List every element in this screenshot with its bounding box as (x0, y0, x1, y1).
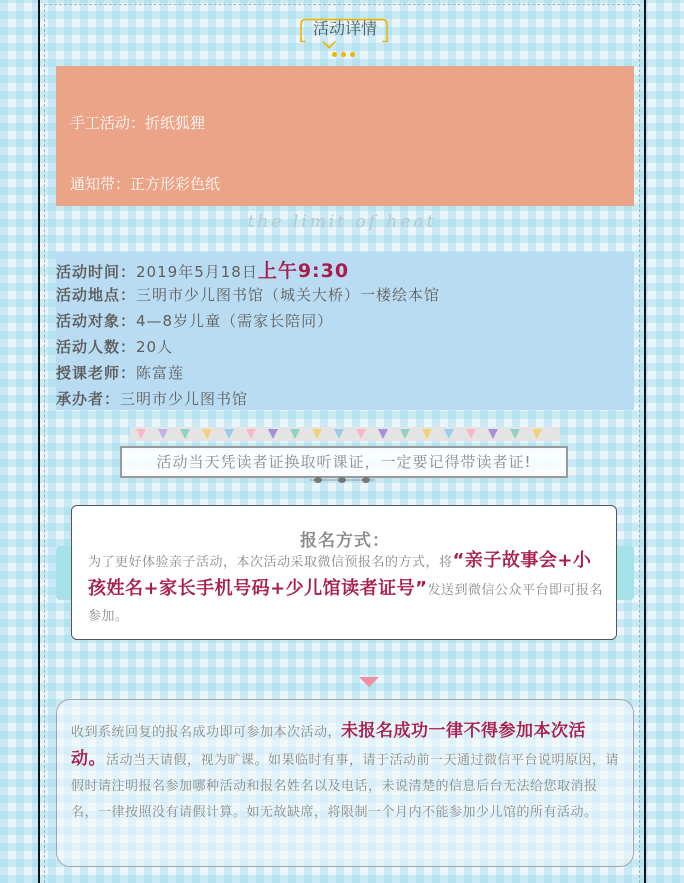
detail-label: 活动人数： (56, 338, 137, 356)
section-title: 活动详情 (312, 19, 377, 38)
detail-value: 三明市少儿图书馆（城关大桥）一楼绘本馆 (136, 286, 441, 304)
registration-emphasis: “亲子故事会+小孩姓名+家长手机号码+少儿馆读者证号” (88, 550, 592, 599)
detail-value: 三明市少儿图书馆 (120, 390, 249, 408)
section-title-badge (288, 18, 402, 62)
detail-value: 2019年5月18日 (136, 263, 258, 281)
detail-row-time (56, 256, 349, 283)
detail-value: 4—8岁儿童（需家长陪同） (136, 312, 334, 330)
detail-row-audience (56, 310, 333, 331)
detail-value: 陈富莲 (136, 364, 185, 382)
down-arrow-icon (359, 677, 379, 687)
detail-label: 活动时间： (56, 263, 137, 281)
registration-text-before: 为了更好体验亲子活动，本次活动采取微信预报名的方式，将 (88, 555, 453, 570)
registration-title: 报名方式： (300, 531, 390, 551)
rules-text (71, 718, 619, 826)
detail-value: 20人 (136, 338, 174, 356)
detail-label: 活动对象： (56, 312, 137, 330)
detail-row-count (56, 336, 173, 357)
beads-decoration-icon (310, 475, 374, 485)
title-dots (330, 42, 357, 61)
activity-name: 手工活动：折纸狐狸 (70, 114, 206, 132)
detail-label: 承办者： (56, 390, 121, 408)
reader-card-notice: 活动当天凭读者证换取听课证，一定要记得带读者证! (120, 446, 568, 478)
detail-row-location (56, 284, 440, 305)
registration-card (71, 505, 617, 640)
detail-row-teacher (56, 362, 184, 383)
rules-text-after: 活动当天请假，视为旷课。如果临时有事，请于活动前一天通过微信平台说明原因，请假时请注明报名参加哪种活动和报名姓名以及电话，未说清楚的信息后台无法给您取消报名，一律按照没有请假计算。如无故缺席，将限制一个月内不能参加少儿馆的所有活动。 (71, 753, 620, 820)
rules-panel (56, 699, 634, 867)
decorative-script: the limit of heat (247, 212, 437, 232)
detail-label: 活动地点： (56, 286, 137, 304)
detail-highlight: 上午9:30 (257, 260, 350, 282)
details-panel (56, 252, 634, 410)
rules-text-before: 收到系统回复的报名成功即可参加本次活动， (71, 725, 342, 740)
bunting-decoration-icon (130, 427, 560, 445)
activity-banner (56, 66, 634, 206)
detail-row-organizer (56, 388, 248, 409)
activity-materials: 通知带：正方形彩色纸 (70, 175, 221, 193)
detail-label: 授课老师： (56, 364, 137, 382)
rules-emphasis: 未报名成功一律不得参加本次活动。 (71, 721, 587, 769)
registration-text (88, 548, 604, 630)
registration-text-after: 发送到微信公众平台即可报名参加。 (88, 583, 604, 624)
